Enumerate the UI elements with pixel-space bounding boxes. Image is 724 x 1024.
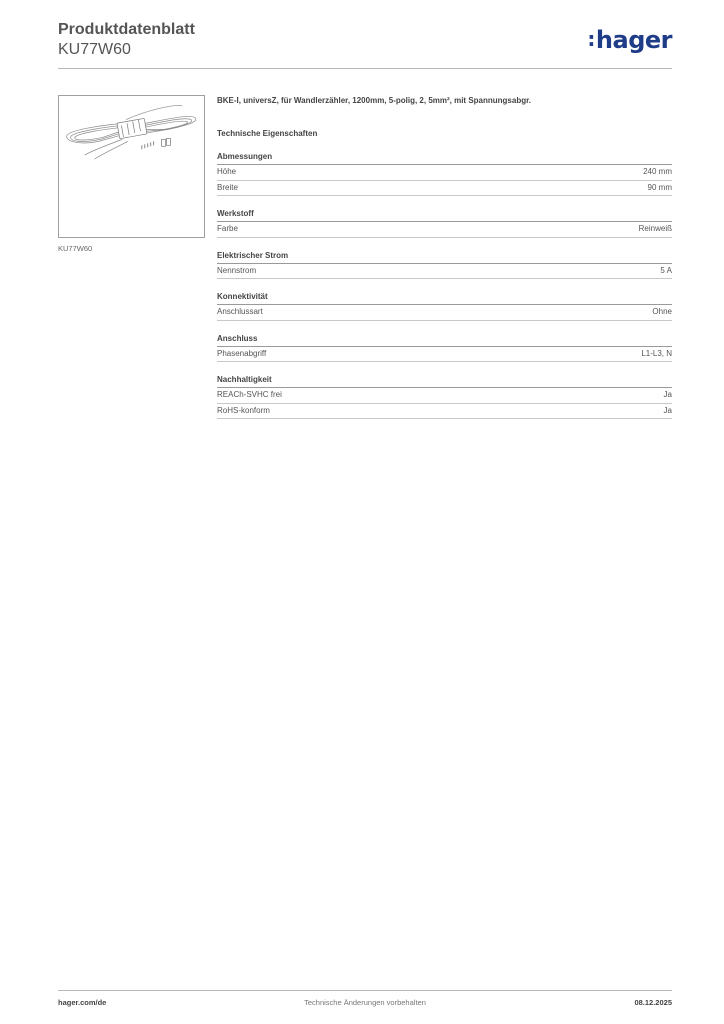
property-label: Farbe: [217, 224, 238, 233]
section-anschluss: [217, 334, 672, 363]
section-title: Elektrischer Strom: [217, 251, 672, 264]
property-label: Nennstrom: [217, 265, 257, 275]
section-title: Nachhaltigkeit: [217, 375, 672, 388]
property-label: Breite: [217, 182, 238, 192]
property-value: L1-L3, N: [641, 348, 672, 358]
property-row: [217, 388, 672, 404]
section-werkstoff: [217, 209, 672, 238]
product-number: KU77W60: [58, 41, 131, 58]
property-value: Reinweiß: [638, 224, 672, 233]
property-value: 90 mm: [647, 182, 672, 192]
property-row: [217, 165, 672, 181]
document-title: Produktdatenblatt: [58, 21, 195, 38]
footer-date: 08.12.2025: [634, 998, 672, 1007]
section-abmessungen: [217, 152, 672, 196]
property-row: [217, 404, 672, 420]
property-value: 5 A: [660, 265, 672, 275]
property-row: [217, 222, 672, 238]
property-row: [217, 347, 672, 363]
hager-logo: [587, 26, 672, 54]
property-value: Ja: [663, 405, 672, 415]
section-title: Anschluss: [217, 334, 672, 347]
property-value: Ja: [663, 390, 672, 399]
footer-website-link[interactable]: hager.com/de: [58, 998, 107, 1007]
property-label: RoHS-konform: [217, 405, 270, 415]
image-caption: KU77W60: [58, 244, 93, 253]
section-title: Konnektivität: [217, 292, 672, 305]
section-elektrischer-strom: [217, 251, 672, 280]
section-konnektivitaet: [217, 292, 672, 321]
product-image: [58, 95, 205, 238]
logo-text: hager: [595, 26, 672, 54]
property-value: Ohne: [652, 307, 672, 316]
footer-note: Technische Änderungen vorbehalten: [304, 998, 426, 1007]
cable-set-illustration: [59, 96, 204, 237]
product-details: [217, 94, 672, 419]
property-label: Phasenabgriff: [217, 348, 267, 358]
property-label: REACh-SVHC frei: [217, 390, 282, 399]
property-row: [217, 264, 672, 280]
product-description: BKE-I, universZ, für Wandlerzähler, 1200mm, 5-polig, 2, 5mm², mit Spannungsabgr.: [217, 96, 531, 105]
logo-dot: :: [587, 27, 595, 51]
page-header: [58, 20, 672, 60]
section-nachhaltigkeit: [217, 375, 672, 419]
property-value: 240 mm: [643, 167, 672, 176]
property-label: Anschlussart: [217, 307, 263, 316]
property-row: [217, 305, 672, 321]
property-row: [217, 181, 672, 197]
header-divider: [58, 68, 672, 69]
property-label: Höhe: [217, 167, 237, 176]
section-title: Abmessungen: [217, 152, 672, 165]
section-title: Werkstoff: [217, 209, 672, 222]
properties-heading: Technische Eigenschaften: [217, 129, 318, 138]
footer-divider: [58, 990, 672, 991]
